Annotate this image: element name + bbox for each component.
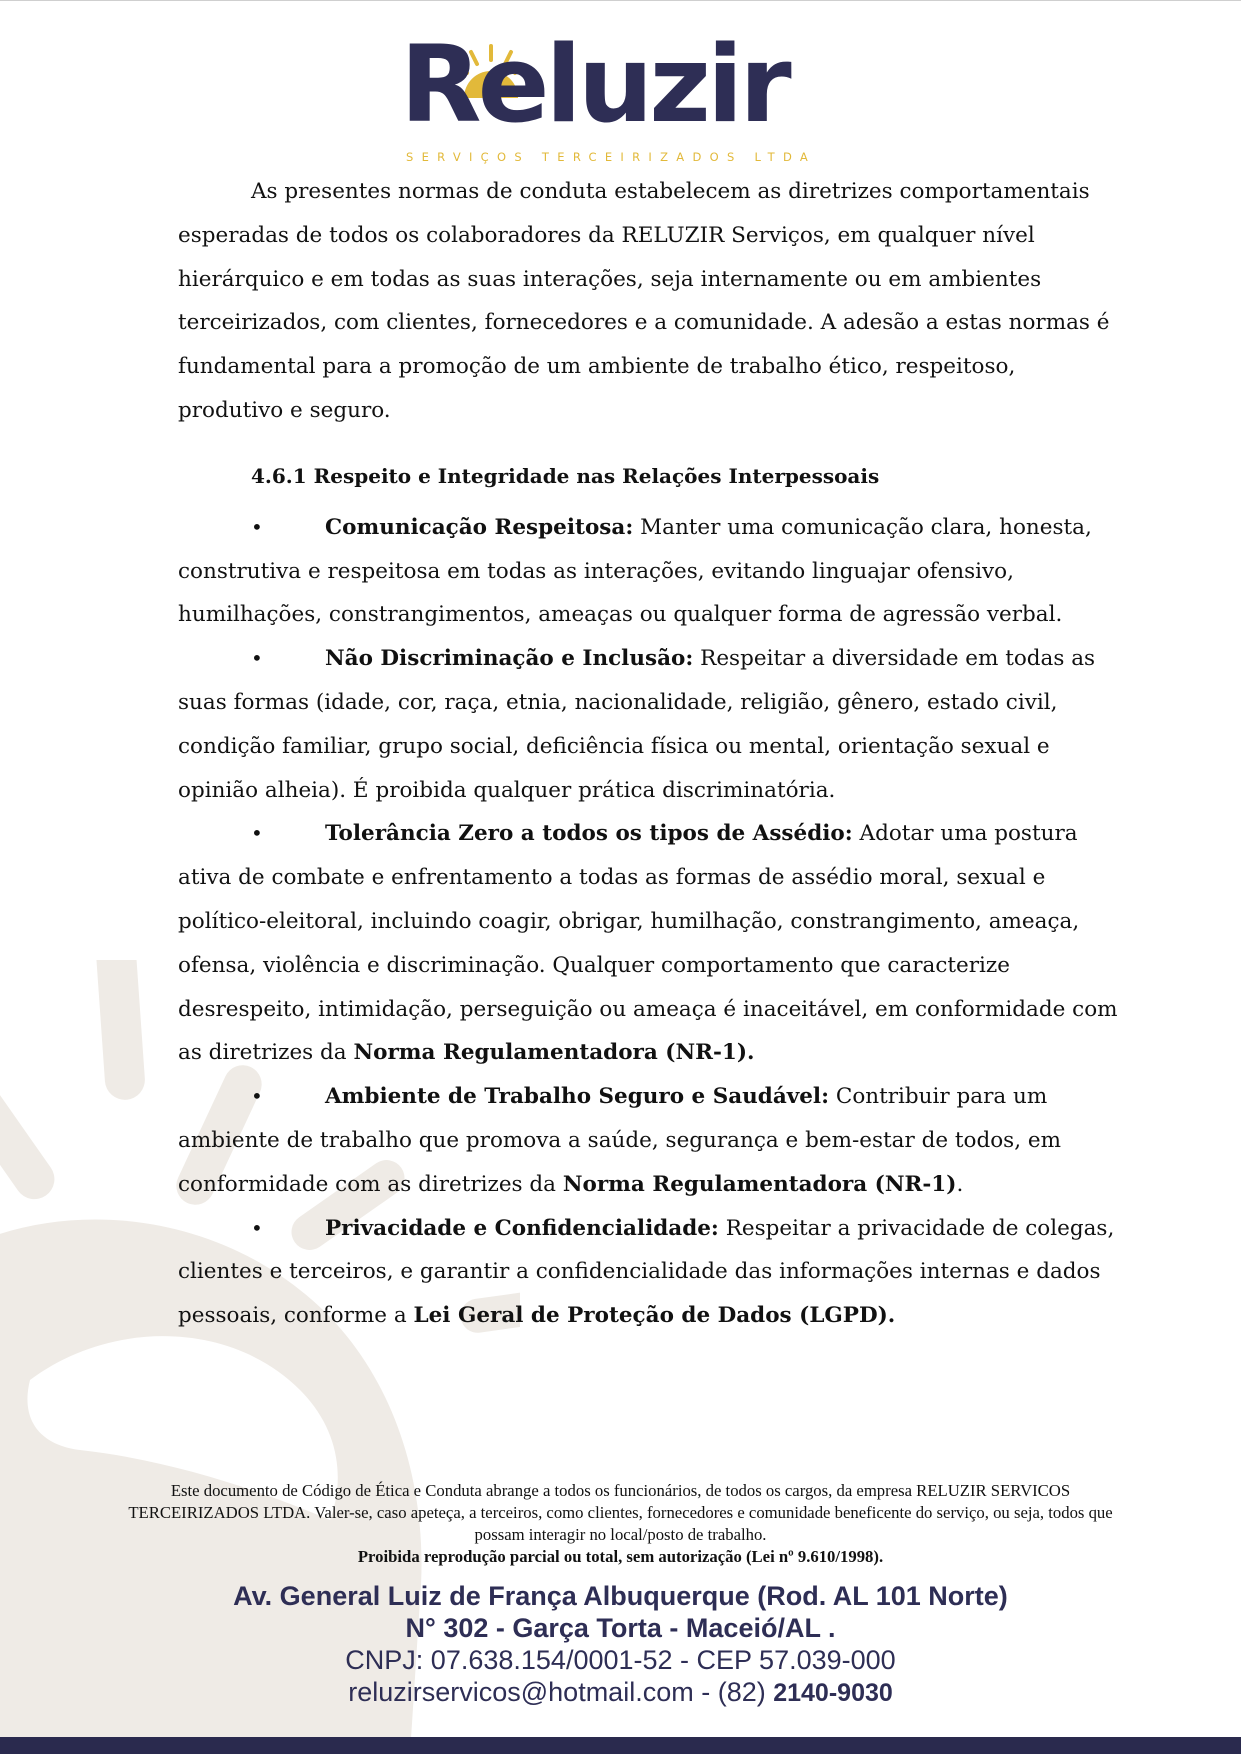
bullet-marker: • (251, 1084, 263, 1109)
bullet-reference: Norma Regulamentadora (NR-1) (562, 1171, 957, 1197)
bullet-item (178, 506, 1123, 637)
bullet-title: Comunicação Respeitosa: (325, 514, 634, 540)
bullet-marker: • (251, 514, 263, 539)
company-logo (400, 23, 870, 168)
email-text: reluzirservicos@hotmail.com - (82) (348, 1677, 774, 1707)
footer-note-text: Este documento de Código de Ética e Conduta abrange a todos os funcionários, de todos os cargos, da empresa RELUZIR SERVICOS TERCEIRIZADOS LTDA. Valer-se, caso apeteça, a terceiros, como clientes, fornecedores e comunidade beneficente do serviço, ou seja, todos que possam interagir no local/posto de trabalho. (128, 1481, 1113, 1544)
bullet-text: Manter uma comunicação clara, honesta, construtiva e respeitosa em todas as interações, evitando linguajar ofensivo, humilhações, constrangimentos, ameaças ou qualquer forma de agressão verbal. (178, 514, 1092, 628)
bullet-marker: • (251, 821, 263, 846)
bullet-title: Tolerância Zero a todos os tipos de Assédio: (325, 821, 853, 847)
bullet-text: Respeitar a diversidade em todas as suas formas (idade, cor, raça, etnia, nacionalidade, religião, gênero, estado civil, condição familiar, grupo social, deficiência física ou mental, orientação sexual e opinião alheia). É proibida qualquer prática discriminatória. (178, 646, 1096, 803)
bullet-text: Respeitar a privacidade de colegas, clientes e terceiros, e garantir a confidencialidade das informações internas e dados pessoais, conforme a (178, 1215, 1115, 1329)
bullet-title: Ambiente de Trabalho Seguro e Saudável: (325, 1084, 830, 1110)
bullet-marker: • (251, 646, 263, 671)
section-heading: 4.6.1 Respeito e Integridade nas Relações Interpessoais (251, 463, 880, 488)
bullet-item (178, 637, 1123, 812)
bullet-item (178, 812, 1123, 1075)
address-line-1: Av. General Luiz de França Albuquerque (Rod. AL 101 Norte) (233, 1581, 1008, 1611)
bullet-item (178, 1207, 1123, 1338)
bullet-reference: Norma Regulamentadora (NR-1). (353, 1040, 755, 1066)
cnpj-cep-line: CNPJ: 07.638.154/0001-52 - CEP 57.039-000 (345, 1645, 896, 1675)
bullet-marker: • (251, 1215, 263, 1240)
footer-rights-text: Proibida reprodução parcial ou total, sem autorização (Lei nº 9.610/1998). (357, 1547, 884, 1566)
phone-number: 2140-9030 (773, 1679, 893, 1707)
intro-paragraph: As presentes normas de conduta estabelecem as diretrizes comportamentais esperadas de todos os colaboradores da RELUZIR Serviços, em qualquer nível hierárquico e em todas as suas interações, seja internamente ou em ambientes terceirizados, com clientes, fornecedores e a comunidade. A adesão a estas normas é fundamental para a promoção de um ambiente de trabalho ético, respeitoso, produtivo e seguro. (178, 179, 1110, 423)
bottom-color-bar (0, 1737, 1241, 1754)
bullet-reference: Lei Geral de Proteção de Dados (LGPD). (413, 1303, 896, 1329)
document-body (178, 170, 1123, 1338)
bullet-text: Adotar uma postura ativa de combate e enfrentamento a todas as formas de assédio moral, sexual e político-eleitoral, incluindo coagir, obrigar, humilhação, constrangimento, ameaça, ofensa, violência e discriminação. Qualquer comportamento que caracterize desrespeito, intimidação, perseguição ou ameaça é inaceitável, em conformidade com as diretrizes da (178, 821, 1118, 1066)
logo-wordmark: Reluzir (400, 23, 788, 146)
bullet-item (178, 1075, 1123, 1206)
logo-subtitle: SERVIÇOS TERCEIRIZADOS LTDA (406, 150, 817, 164)
bullet-text: Contribuir para um ambiente de trabalho que promova a saúde, segurança e bem-estar de todos, em conformidade com as diretrizes da (178, 1084, 1061, 1197)
bullet-title: Privacidade e Confidencialidade: (325, 1215, 719, 1241)
bullet-title: Não Discriminação e Inclusão: (325, 646, 694, 672)
footer-disclaimer (120, 1480, 1121, 1568)
top-rule (0, 0, 1241, 1)
contact-line (120, 1676, 1121, 1709)
company-address-block (120, 1580, 1121, 1709)
address-line-2: N° 302 - Garça Torta - Maceió/AL . (405, 1613, 836, 1643)
bullet-tail: . (956, 1171, 964, 1197)
